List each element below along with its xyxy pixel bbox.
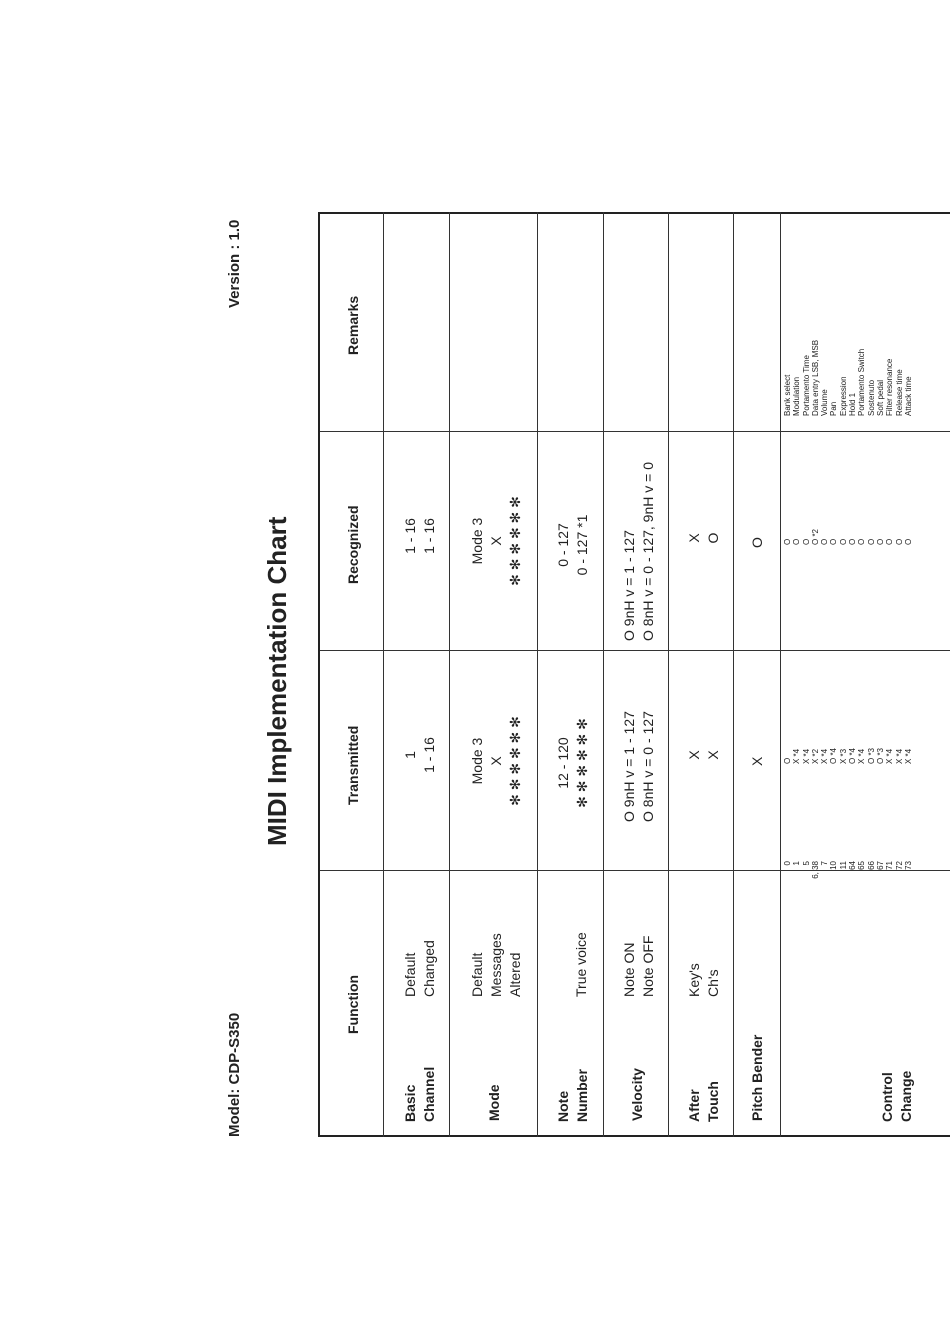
row-label-after-touch: After Touch bbox=[686, 1081, 721, 1122]
velocity-transmitted: O 9nH v = 1 - 127 O 8nH v = 0 - 127 bbox=[621, 711, 656, 822]
after-touch-recognized: X O bbox=[686, 532, 721, 544]
control-change-numbers: 0 1 5 6, 38 7 10 11 64 65 66 67 71 72 73 bbox=[783, 861, 913, 879]
note-number-transmitted: 12 - 120 ✻ ✻ ✻ ✻ ✻ ✻ bbox=[555, 718, 590, 808]
control-change-remarks: Bank select Modulation Portamento Time Data entry LSB, MSB Volume Pan Expression Hold 1 Portamento Switch Sostenuto Soft pedal Filter resonance Release time Attack time bbox=[783, 339, 913, 416]
basic-channel-sub: Default Changed bbox=[402, 940, 437, 997]
row-label-control-change: Control Change bbox=[879, 1070, 914, 1122]
header-function: Function bbox=[345, 974, 361, 1034]
row-label-note-number: Note Number bbox=[555, 1069, 590, 1122]
control-change-recognized: O O O O *2 O O O O O O O O O O bbox=[783, 528, 913, 545]
velocity-sub: Note ON Note OFF bbox=[621, 935, 656, 997]
row-label-mode: Mode bbox=[486, 1084, 502, 1121]
note-number-recognized: 0 - 127 0 - 127 *1 bbox=[555, 514, 590, 576]
version-label: Version : 1.0 bbox=[226, 219, 243, 308]
header-transmitted: Transmitted bbox=[345, 725, 361, 805]
row-label-basic-channel: Basic Channel bbox=[402, 1066, 437, 1122]
basic-channel-recognized: 1 - 16 1 - 16 bbox=[402, 518, 437, 554]
mode-recognized: Mode 3 X ✻ ✻ ✻ ✻ ✻ ✻ bbox=[469, 496, 523, 586]
note-number-sub: True voice bbox=[573, 932, 589, 997]
header-remarks: Remarks bbox=[345, 295, 361, 355]
basic-channel-transmitted: 1 1 - 16 bbox=[402, 737, 437, 773]
page-title: MIDI Implementation Chart bbox=[262, 516, 292, 846]
mode-transmitted: Mode 3 X ✻ ✻ ✻ ✻ ✻ ✻ bbox=[469, 716, 523, 806]
header-recognized: Recognized bbox=[345, 505, 361, 584]
mode-sub: Default Messages Altered bbox=[469, 933, 523, 997]
velocity-recognized: O 9nH v = 1 - 127 O 8nH v = 0 - 127, 9nH v = 0 bbox=[621, 462, 656, 641]
pitch-bender-recognized: O bbox=[749, 537, 765, 548]
model-label: Model: CDP-S350 bbox=[226, 1012, 243, 1137]
control-change-transmitted: O X *4 X *4 X *2 X *4 O *4 X *3 O *4 X *4 O *3 O *3 X *4 X *4 X *4 bbox=[783, 747, 913, 764]
pitch-bender-transmitted: X bbox=[749, 756, 765, 766]
row-label-pitch-bender: Pitch Bender bbox=[749, 1034, 765, 1121]
row-label-velocity: Velocity bbox=[629, 1068, 645, 1121]
after-touch-transmitted: X X bbox=[686, 750, 721, 760]
after-touch-sub: Key's Ch's bbox=[686, 963, 721, 997]
